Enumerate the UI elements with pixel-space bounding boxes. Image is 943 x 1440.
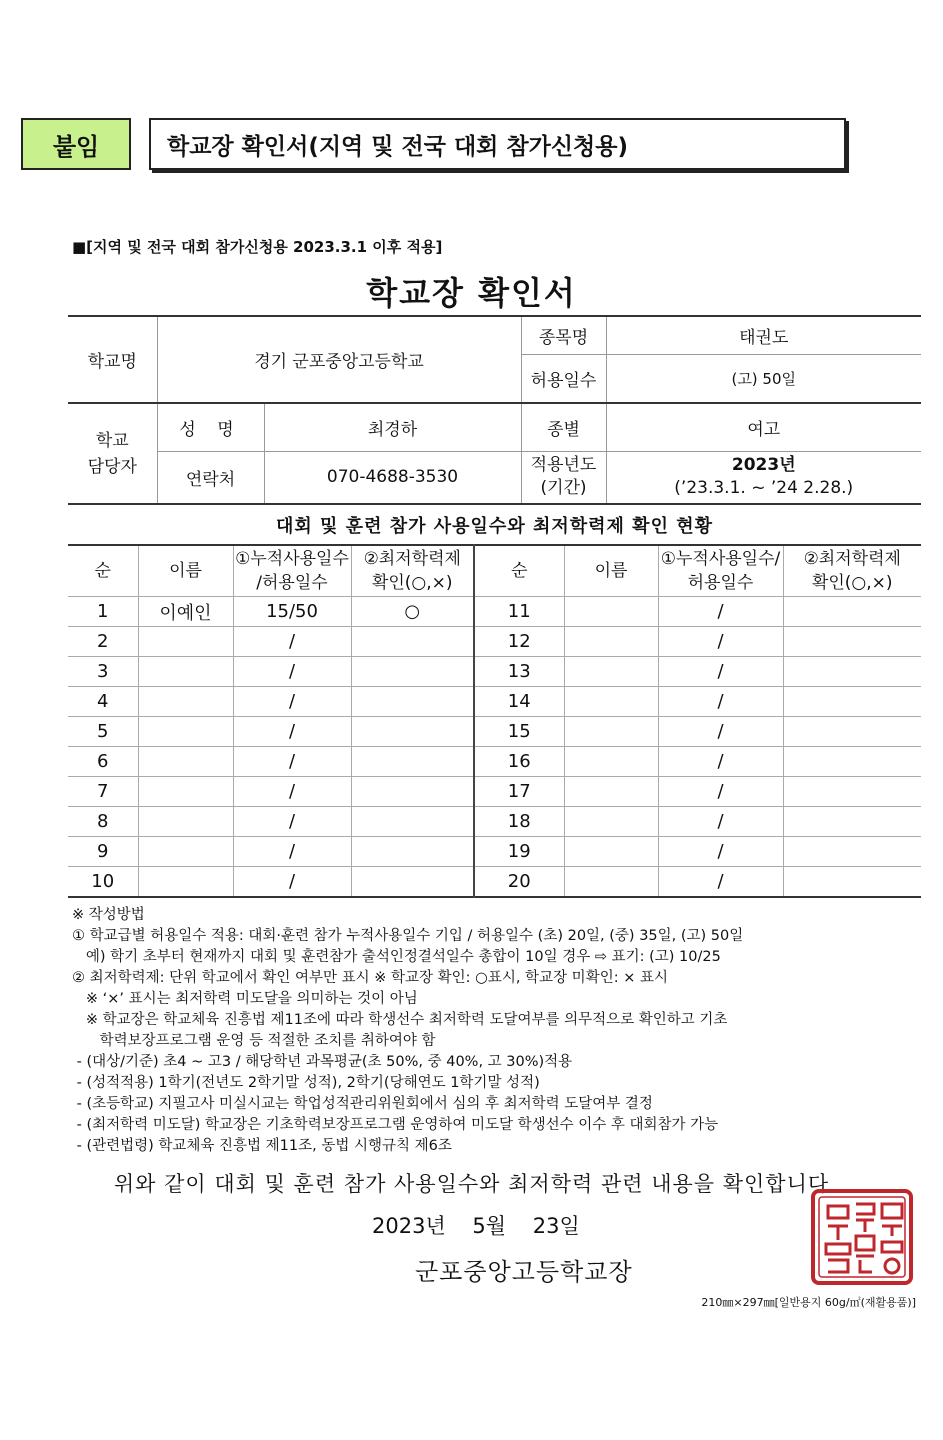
document-title: 학교장 확인서 xyxy=(366,274,577,312)
contact-label: 연락처 xyxy=(157,451,264,504)
paper-spec-footer: 210㎜×297㎜[일반용지 60g/㎡(재활용품)] xyxy=(701,1296,916,1309)
row-no: 8 xyxy=(68,807,138,837)
row-name-right xyxy=(564,837,658,867)
table-row xyxy=(68,867,921,898)
row-name-right xyxy=(564,657,658,687)
row-name xyxy=(138,777,233,807)
year-label-line1: 적용년도 xyxy=(530,455,597,476)
col-check-right-line2: 확인(○,×) xyxy=(811,573,893,593)
school-seal-stamp xyxy=(810,1188,914,1286)
row-days: / xyxy=(233,777,351,807)
row-days-right: / xyxy=(658,657,783,687)
row-name-right xyxy=(564,777,658,807)
row-name xyxy=(138,867,233,898)
header-title: 학교장 확인서(지역 및 전국 대회 참가신청용) xyxy=(167,133,628,160)
row-check-right xyxy=(783,657,921,687)
instruction-line: 예) 학기 초부터 현재까지 대회 및 훈련참가 출석인정결석일수 총합이 10일 경우 ⇨ 표기: (고) 10/25 xyxy=(72,949,721,965)
row-no: 2 xyxy=(68,627,138,657)
instruction-line: - (관련법령) 학교체육 진흥법 제11조, 동법 시행규칙 제6조 xyxy=(72,1138,452,1154)
row-name xyxy=(138,687,233,717)
instruction-line: 학력보장프로그램 운영 등 적절한 조치를 취하여야 함 xyxy=(72,1033,436,1049)
table-row xyxy=(68,837,921,867)
row-no-right: 14 xyxy=(474,687,564,717)
row-days-right: / xyxy=(658,717,783,747)
row-check-right xyxy=(783,807,921,837)
name-value: 최경하 xyxy=(264,403,521,451)
row-name-right xyxy=(564,687,658,717)
row-check xyxy=(351,717,474,747)
row-check-right xyxy=(783,627,921,657)
category-label: 종별 xyxy=(521,403,606,451)
row-check-right xyxy=(783,597,921,627)
row-days-right: / xyxy=(658,747,783,777)
row-check xyxy=(351,837,474,867)
col-check xyxy=(351,545,474,597)
row-days-right: / xyxy=(658,687,783,717)
col-check-line1: ②최저학력제 xyxy=(363,549,461,569)
row-no-right: 20 xyxy=(474,867,564,898)
row-no: 1 xyxy=(68,597,138,627)
row-check xyxy=(351,807,474,837)
row-name xyxy=(138,747,233,777)
row-days-right: / xyxy=(658,807,783,837)
sport-value: 태권도 xyxy=(606,316,921,354)
col-check-right-line1: ②최저학력제 xyxy=(803,549,901,569)
year-label-line2: (기간) xyxy=(540,478,587,499)
row-no: 4 xyxy=(68,687,138,717)
instruction-line: ① 학교급별 허용일수 적용: 대회·훈련 참가 누적사용일수 기입 / 허용일수 (초) 20일, (중) 35일, (고) 50일 xyxy=(72,928,744,944)
row-no: 10 xyxy=(68,867,138,898)
col-days-right-line1: ①누적사용일수/ xyxy=(660,549,781,569)
row-days: 15/50 xyxy=(233,597,351,627)
table-row xyxy=(68,687,921,717)
row-check-right xyxy=(783,717,921,747)
row-no-right: 19 xyxy=(474,837,564,867)
row-days-right: / xyxy=(658,867,783,898)
col-days-line1: ①누적사용일수 xyxy=(235,549,349,569)
instruction-line: - (성적적용) 1학기(전년도 2학기말 성적), 2학기(당해연도 1학기말 성적) xyxy=(72,1075,540,1091)
row-check-right xyxy=(783,867,921,898)
row-check xyxy=(351,777,474,807)
row-days: / xyxy=(233,747,351,777)
row-no-right: 12 xyxy=(474,627,564,657)
col-days-right xyxy=(658,545,783,597)
row-no: 5 xyxy=(68,717,138,747)
allowed-days-label: 허용일수 xyxy=(521,354,606,403)
school-label: 학교명 xyxy=(68,316,157,403)
writing-instructions xyxy=(72,905,922,1157)
principal-signature: 군포중앙고등학교장 xyxy=(415,1258,633,1286)
row-check xyxy=(351,867,474,898)
row-name-right xyxy=(564,867,658,898)
col-name: 이름 xyxy=(138,545,233,597)
info-table xyxy=(68,315,921,505)
row-days: / xyxy=(233,657,351,687)
subheading: ■[지역 및 전국 대회 참가신청용 2023.3.1 이후 적용] xyxy=(72,238,443,256)
row-days-right: / xyxy=(658,627,783,657)
row-check-right xyxy=(783,837,921,867)
table-row xyxy=(68,807,921,837)
row-check-right xyxy=(783,777,921,807)
category-value: 여고 xyxy=(606,403,921,451)
instruction-line: ※ 학교장은 학교체육 진흥법 제11조에 따라 학생선수 최저학력 도달여부를 의무적으로 확인하고 기초 xyxy=(72,1012,728,1028)
instruction-line: ※ 작성방법 xyxy=(72,907,145,923)
table-row xyxy=(68,747,921,777)
attachment-tag-label: 붙임 xyxy=(52,132,100,161)
row-name xyxy=(138,837,233,867)
row-no: 6 xyxy=(68,747,138,777)
row-name xyxy=(138,807,233,837)
table-row xyxy=(68,627,921,657)
col-check-right xyxy=(783,545,921,597)
row-days-right: / xyxy=(658,837,783,867)
row-check xyxy=(351,627,474,657)
row-no-right: 16 xyxy=(474,747,564,777)
allowed-days-value: (고) 50일 xyxy=(606,354,921,403)
row-days: / xyxy=(233,717,351,747)
col-days-line2: /허용일수 xyxy=(256,573,328,593)
row-check xyxy=(351,687,474,717)
table-header-row xyxy=(68,545,921,597)
instruction-line: ② 최저학력제: 단위 학교에서 확인 여부만 표시 ※ 학교장 확인: ○표시, 학교장 미확인: × 표시 xyxy=(72,970,668,986)
table-row xyxy=(68,777,921,807)
row-no-right: 13 xyxy=(474,657,564,687)
row-name xyxy=(138,717,233,747)
table-row xyxy=(68,597,921,627)
row-days: / xyxy=(233,687,351,717)
name-label: 성 명 xyxy=(157,403,264,451)
instruction-line: - (최저학력 미도달) 학교장은 기초학력보장프로그램 운영하여 미도달 학생선수 이수 후 대회참가 가능 xyxy=(72,1117,719,1133)
participation-table xyxy=(68,544,921,898)
row-name-right xyxy=(564,717,658,747)
instruction-line: - (대상/기준) 초4 ~ 고3 / 해당학년 과목평균(초 50%, 중 40%, 고 30%)적용 xyxy=(72,1054,573,1070)
row-check xyxy=(351,747,474,777)
row-check: ○ xyxy=(351,597,474,627)
row-days-right: / xyxy=(658,597,783,627)
row-days-right: / xyxy=(658,777,783,807)
manager-label: 학교 담당자 xyxy=(68,403,157,504)
row-no: 3 xyxy=(68,657,138,687)
table-row xyxy=(68,657,921,687)
period-value: (’23.3.1. ~ ’24 2.28.) xyxy=(674,478,854,499)
row-name: 이예인 xyxy=(138,597,233,627)
row-name-right xyxy=(564,627,658,657)
row-no-right: 17 xyxy=(474,777,564,807)
instruction-line: - (초등학교) 지필고사 미실시교는 학업성적관리위원회에서 심의 후 최저학력 도달여부 결정 xyxy=(72,1096,653,1112)
row-no: 9 xyxy=(68,837,138,867)
instruction-line: ※ ‘×’ 표시는 최저학력 미도달을 의미하는 것이 아님 xyxy=(72,991,418,1007)
row-name xyxy=(138,627,233,657)
row-name xyxy=(138,657,233,687)
contact-value: 070-4688-3530 xyxy=(264,451,521,504)
row-no-right: 11 xyxy=(474,597,564,627)
col-no-right: 순 xyxy=(474,545,564,597)
sport-label: 종목명 xyxy=(521,316,606,354)
row-check-right xyxy=(783,747,921,777)
year-value: 2023년 xyxy=(731,455,796,476)
row-name-right xyxy=(564,597,658,627)
row-no-right: 18 xyxy=(474,807,564,837)
col-no: 순 xyxy=(68,545,138,597)
issue-date: 2023년 5월 23일 xyxy=(372,1214,580,1238)
section-title: 대회 및 훈련 참가 사용일수와 최저학력제 확인 현황 xyxy=(275,516,713,537)
header-title-box xyxy=(149,118,846,170)
col-check-line2: 확인(○,×) xyxy=(371,573,453,593)
row-name-right xyxy=(564,807,658,837)
row-days: / xyxy=(233,867,351,898)
col-days-right-line2: 허용일수 xyxy=(687,573,754,593)
row-days: / xyxy=(233,627,351,657)
row-name-right xyxy=(564,747,658,777)
school-value: 경기 군포중앙고등학교 xyxy=(157,316,521,403)
table-row xyxy=(68,717,921,747)
row-days: / xyxy=(233,837,351,867)
attachment-tag xyxy=(21,118,131,170)
row-check-right xyxy=(783,687,921,717)
row-no-right: 15 xyxy=(474,717,564,747)
confirmation-statement: 위와 같이 대회 및 훈련 참가 사용일수와 최저학력 관련 내용을 확인합니다 xyxy=(113,1172,830,1196)
row-days: / xyxy=(233,807,351,837)
col-name-right: 이름 xyxy=(564,545,658,597)
col-days xyxy=(233,545,351,597)
row-check xyxy=(351,657,474,687)
row-no: 7 xyxy=(68,777,138,807)
